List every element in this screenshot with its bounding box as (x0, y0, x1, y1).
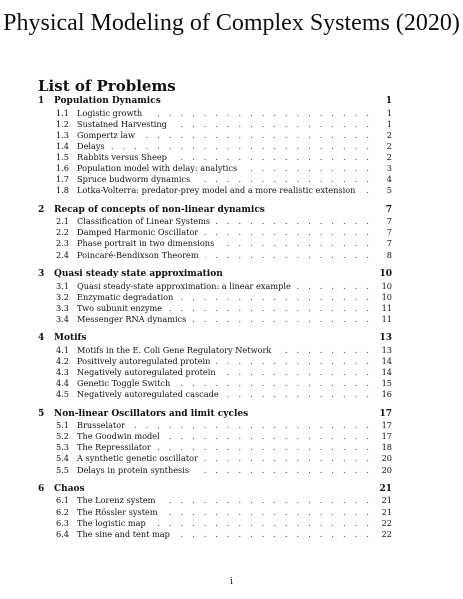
toc-section (38, 205, 392, 261)
section-title: Recap of concepts of non-linear dynamics (54, 204, 265, 215)
section-page: 17 (379, 408, 392, 419)
entry-page: 17 (381, 420, 392, 431)
entry-page: 3 (386, 163, 392, 174)
toc-entry[interactable] (38, 367, 392, 378)
entry-number: 4.5 (56, 389, 70, 400)
entry-number: 1.5 (56, 151, 70, 162)
toc-section-entry[interactable] (38, 269, 392, 281)
dot-leader (225, 389, 372, 400)
entry-page: 14 (381, 366, 392, 377)
dot-leader (176, 529, 372, 540)
entry-number: 1.8 (56, 185, 70, 196)
entry-number: 3.4 (56, 313, 70, 324)
entry-page: 21 (381, 495, 392, 506)
dot-leader (179, 292, 372, 303)
entry-title: Motifs in the E. Coli Gene Regulatory Network (77, 344, 272, 355)
toc-entry[interactable] (38, 250, 392, 261)
toc-entry[interactable] (38, 185, 392, 196)
toc-entry[interactable] (38, 420, 392, 431)
toc-entry[interactable] (38, 431, 392, 442)
dot-leader (111, 141, 372, 152)
entry-page: 7 (386, 238, 392, 249)
entry-number: 6.3 (56, 517, 70, 528)
toc-entry[interactable] (38, 529, 392, 540)
toc-entry[interactable] (38, 303, 392, 314)
entry-title: Phase portrait in two dimensions (77, 238, 215, 249)
entry-number: 5.5 (56, 464, 70, 475)
entry-page: 14 (381, 355, 392, 366)
toc-section-entry[interactable] (38, 205, 392, 217)
entry-title: The sine and tent map (77, 528, 170, 539)
entry-title: Positively autoregulated protein (77, 355, 211, 366)
entry-title: The Goodwin model (77, 431, 160, 442)
entry-number: 6.4 (56, 528, 70, 539)
entry-title: Poincaré-Bendixson Theorem (77, 249, 199, 260)
toc-entry[interactable] (38, 292, 392, 303)
entry-number: 5.3 (56, 442, 70, 453)
entry-title: The Repressilator (77, 442, 151, 453)
entry-title: Damped Harmonic Oscillator (77, 227, 199, 238)
entry-title: Messenger RNA dynamics (77, 313, 187, 324)
entry-title: Brusselator (77, 420, 126, 431)
section-page: 7 (385, 204, 392, 215)
toc-entry[interactable] (38, 163, 392, 174)
toc-entry[interactable] (38, 356, 392, 367)
dot-leader (173, 152, 372, 163)
entry-title: The Rössler system (77, 506, 158, 517)
toc-entry[interactable] (38, 389, 392, 400)
toc-entry[interactable] (38, 442, 392, 453)
entry-title: Quasi steady-state approximation: a linear example (77, 280, 291, 291)
dot-leader (195, 465, 372, 476)
document-title: Physical Modeling of Complex Systems (2020) (3, 10, 460, 36)
entry-page: 10 (381, 291, 392, 302)
entry-page: 5 (386, 185, 392, 196)
dot-leader (204, 227, 372, 238)
toc-entry[interactable] (38, 495, 392, 506)
dot-leader (161, 495, 372, 506)
entry-page: 7 (386, 227, 392, 238)
entry-page: 18 (381, 442, 392, 453)
section-page: 13 (379, 333, 392, 344)
entry-page: 7 (386, 216, 392, 227)
entry-page: 21 (381, 506, 392, 517)
entry-title: Rabbits versus Sheep (77, 151, 167, 162)
section-page: 10 (379, 268, 392, 279)
dot-leader (277, 345, 372, 356)
entry-page: 15 (381, 378, 392, 389)
dot-leader (168, 303, 372, 314)
section-title: Quasi steady state approximation (54, 268, 223, 279)
section-page: 21 (379, 483, 392, 494)
section-number: 6 (38, 483, 45, 494)
entry-number: 2.4 (56, 249, 70, 260)
toc-heading: List of Problems (38, 77, 176, 95)
entry-number: 3.1 (56, 280, 70, 291)
entry-number: 4.3 (56, 366, 70, 377)
entry-number: 6.2 (56, 506, 70, 517)
toc-entry[interactable] (38, 518, 392, 529)
entry-title: Sustained Harvesting (77, 118, 167, 129)
entry-page: 11 (381, 302, 392, 313)
section-number: 4 (38, 333, 45, 344)
entry-title: Genetic Toggle Switch (77, 378, 171, 389)
toc-entry[interactable] (38, 378, 392, 389)
section-title: Population Dynamics (54, 96, 161, 106)
dot-leader (131, 420, 372, 431)
section-title: Motifs (54, 333, 87, 344)
dot-leader (152, 518, 372, 529)
section-page: 1 (385, 96, 392, 106)
toc-section (38, 484, 392, 540)
entry-number: 5.1 (56, 420, 70, 431)
toc-entry[interactable] (38, 227, 392, 238)
entry-number: 2.2 (56, 227, 70, 238)
entry-number: 4.2 (56, 355, 70, 366)
entry-page: 2 (386, 129, 392, 140)
dot-leader (173, 119, 372, 130)
entry-page: 1 (386, 107, 392, 118)
toc-entry[interactable] (38, 238, 392, 249)
entry-title: The logistic map (77, 517, 146, 528)
entry-number: 1.1 (56, 107, 70, 118)
entry-page: 2 (386, 140, 392, 151)
dot-leader (222, 367, 372, 378)
entry-page: 22 (381, 528, 392, 539)
entry-title: Population model with delay: analytics (77, 163, 238, 174)
toc-entry[interactable] (38, 108, 392, 119)
toc-entry[interactable] (38, 216, 392, 227)
entry-title: Delays (77, 140, 105, 151)
dot-leader (176, 378, 372, 389)
dot-leader (243, 163, 372, 174)
entry-number: 2.3 (56, 238, 70, 249)
entry-page: 11 (381, 313, 392, 324)
toc-entry[interactable] (38, 174, 392, 185)
entry-page: 20 (381, 464, 392, 475)
entry-number: 1.4 (56, 140, 70, 151)
entry-title: Logistic growth (77, 107, 143, 118)
entry-title: Two subunit enzyme (77, 302, 163, 313)
dot-leader (166, 431, 372, 442)
section-number: 1 (38, 96, 45, 106)
dot-leader (297, 281, 372, 292)
toc-section-entry[interactable] (38, 484, 392, 496)
entry-title: Enzymatic degradation (77, 291, 174, 302)
entry-title: Classification of Linear Systems (77, 216, 211, 227)
entry-number: 1.2 (56, 118, 70, 129)
toc-section-entry[interactable] (38, 96, 392, 108)
entry-number: 4.1 (56, 344, 70, 355)
dot-leader (205, 250, 372, 261)
entry-page: 20 (381, 453, 392, 464)
toc-section (38, 333, 392, 400)
dot-leader (216, 356, 372, 367)
entry-title: Lotka-Volterra: predator-prey model and a more realistic extension (77, 185, 356, 196)
toc-section (38, 96, 392, 196)
dot-leader (164, 507, 372, 518)
toc-entry[interactable] (38, 314, 392, 325)
entry-number: 3.3 (56, 302, 70, 313)
entry-page: 22 (381, 517, 392, 528)
entry-page: 1 (386, 118, 392, 129)
entry-page: 8 (386, 249, 392, 260)
dot-leader (148, 108, 372, 119)
toc-section (38, 269, 392, 325)
entry-page: 16 (381, 389, 392, 400)
entry-page: 10 (381, 280, 392, 291)
entry-number: 5.2 (56, 431, 70, 442)
dot-leader (220, 238, 372, 249)
section-number: 3 (38, 268, 45, 279)
entry-title: The Lorenz system (77, 495, 156, 506)
entry-number: 1.3 (56, 129, 70, 140)
section-title: Non-linear Oscillators and limit cycles (54, 408, 249, 419)
toc-entry[interactable] (38, 465, 392, 476)
toc-entry[interactable] (38, 119, 392, 130)
toc-section-entry[interactable] (38, 409, 392, 421)
entry-title: Negatively autoregulated protein (77, 366, 216, 377)
dot-leader (196, 174, 372, 185)
dot-leader (216, 216, 372, 227)
dot-leader (141, 130, 372, 141)
entry-title: Spruce budworm dynamics (77, 174, 191, 185)
entry-number: 2.1 (56, 216, 70, 227)
entry-page: 4 (386, 174, 392, 185)
entry-number: 1.6 (56, 163, 70, 174)
entry-number: 3.2 (56, 291, 70, 302)
section-title: Chaos (54, 483, 85, 494)
toc-entry[interactable] (38, 453, 392, 464)
toc-entry[interactable] (38, 507, 392, 518)
toc-entry[interactable] (38, 345, 392, 356)
toc-section-entry[interactable] (38, 333, 392, 345)
toc-entry[interactable] (38, 152, 392, 163)
toc-entry[interactable] (38, 141, 392, 152)
dot-leader (361, 185, 372, 196)
entry-page: 2 (386, 151, 392, 162)
table-of-contents (38, 96, 392, 540)
entry-title: Delays in protein synthesis (77, 464, 190, 475)
toc-section (38, 409, 392, 476)
dot-leader (192, 314, 372, 325)
entry-title: Gompertz law (77, 129, 135, 140)
toc-entry[interactable] (38, 130, 392, 141)
entry-number: 6.1 (56, 495, 70, 506)
entry-page: 13 (381, 344, 392, 355)
entry-page: 17 (381, 431, 392, 442)
page-number: i (230, 577, 233, 587)
toc-entry[interactable] (38, 281, 392, 292)
entry-number: 4.4 (56, 378, 70, 389)
section-number: 2 (38, 204, 45, 215)
entry-number: 1.7 (56, 174, 70, 185)
entry-title: A synthetic genetic oscillator (77, 453, 199, 464)
section-number: 5 (38, 408, 45, 419)
dot-leader (204, 453, 372, 464)
entry-number: 5.4 (56, 453, 70, 464)
dot-leader (157, 442, 372, 453)
entry-title: Negatively autoregulated cascade (77, 389, 219, 400)
